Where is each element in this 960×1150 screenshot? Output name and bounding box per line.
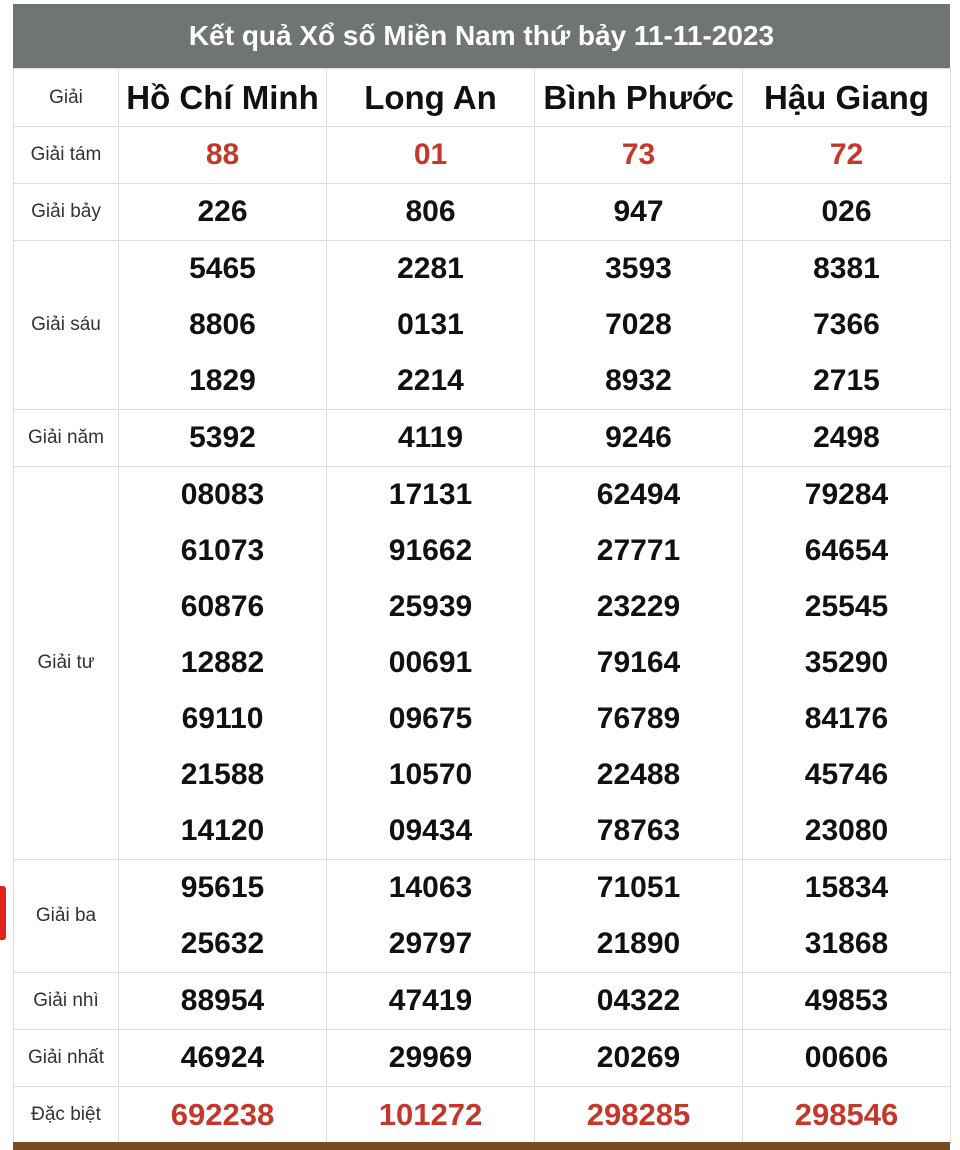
prize-number: 026 [821, 195, 872, 228]
prize-cell [743, 860, 951, 973]
prize-cell [119, 241, 327, 410]
prize-number: 47419 [388, 984, 473, 1017]
prize-cell [535, 860, 743, 973]
prize-number: 101272 [378, 1097, 483, 1132]
header-label: Giải [14, 69, 119, 127]
bottom-divider [13, 1142, 950, 1150]
prize-cell [535, 410, 743, 467]
prize-row [14, 184, 951, 241]
prize-cell [535, 1087, 743, 1144]
prize-cell [119, 127, 327, 184]
prize-number: 25545 [804, 590, 889, 623]
prize-cell [119, 1030, 327, 1087]
prize-number: 31868 [804, 927, 889, 960]
prize-cell [327, 410, 535, 467]
prize-number: 69110 [181, 702, 264, 735]
prize-number: 76789 [596, 702, 681, 735]
province-binh-phuoc: Bình Phước [535, 69, 743, 127]
prize-cell [743, 127, 951, 184]
prize-number: 25939 [388, 590, 473, 623]
prize-number: 79164 [596, 646, 681, 679]
prize-row [14, 410, 951, 467]
prize-cell [119, 973, 327, 1030]
prize-number: 15834 [804, 871, 889, 904]
prize-rows [14, 127, 951, 1144]
prize-number: 73 [621, 138, 656, 171]
prize-label: Giải tư [14, 467, 119, 860]
prize-number: 2281 [397, 252, 464, 285]
prize-row [14, 241, 951, 410]
prize-cell [535, 467, 743, 860]
prize-cell [743, 241, 951, 410]
prize-cell [743, 1087, 951, 1144]
prize-number: 64654 [804, 534, 889, 567]
prize-number: 72 [829, 138, 864, 171]
prize-number: 2715 [813, 364, 880, 397]
prize-number: 4119 [397, 421, 464, 454]
prize-label: Giải tám [14, 127, 119, 184]
prize-label: Giải năm [14, 410, 119, 467]
prize-number: 947 [613, 195, 664, 228]
prize-number: 23080 [804, 814, 889, 847]
prize-number: 01 [413, 138, 448, 171]
prize-number: 00606 [804, 1041, 889, 1074]
prize-cell [743, 410, 951, 467]
prize-number: 226 [197, 195, 248, 228]
prize-number: 45746 [804, 758, 889, 791]
prize-label: Giải nhất [14, 1030, 119, 1087]
prize-number: 22488 [596, 758, 681, 791]
prize-number: 21890 [596, 927, 681, 960]
prize-number: 62494 [596, 478, 681, 511]
prize-cell [535, 973, 743, 1030]
prize-number: 27771 [596, 534, 681, 567]
prize-cell [327, 860, 535, 973]
prize-cell [327, 127, 535, 184]
province-ho-chi-minh: Hồ Chí Minh [119, 69, 327, 127]
prize-cell [119, 1087, 327, 1144]
prize-label: Giải ba [14, 860, 119, 973]
prize-number: 7028 [605, 308, 672, 341]
prize-number: 08083 [180, 478, 265, 511]
prize-number: 88954 [180, 984, 265, 1017]
prize-number: 3593 [605, 252, 672, 285]
prize-cell [119, 184, 327, 241]
prize-number: 298546 [794, 1097, 899, 1132]
page-title: Kết quả Xổ số Miền Nam thứ bảy 11-11-2023 [13, 4, 950, 68]
prize-number: 7366 [813, 308, 880, 341]
prize-number: 9246 [605, 421, 672, 454]
results-table [13, 68, 951, 1144]
province-long-an: Long An [327, 69, 535, 127]
prize-cell [535, 241, 743, 410]
prize-cell [327, 184, 535, 241]
prize-number: 806 [405, 195, 456, 228]
prize-number: 79284 [804, 478, 889, 511]
prize-cell [119, 467, 327, 860]
prize-row [14, 1087, 951, 1144]
prize-number: 14120 [180, 814, 265, 847]
prize-cell [535, 127, 743, 184]
prize-number: 5465 [189, 252, 256, 285]
prize-cell [119, 860, 327, 973]
province-hau-giang: Hậu Giang [743, 69, 951, 127]
prize-cell [327, 973, 535, 1030]
prize-number: 04322 [596, 984, 681, 1017]
prize-cell [535, 1030, 743, 1087]
prize-number: 5392 [189, 421, 256, 454]
prize-number: 61073 [180, 534, 265, 567]
prize-row [14, 1030, 951, 1087]
prize-label: Giải bảy [14, 184, 119, 241]
prize-cell [535, 184, 743, 241]
prize-number: 29969 [388, 1041, 473, 1074]
prize-number: 692238 [170, 1097, 275, 1132]
prize-cell [743, 184, 951, 241]
prize-number: 1829 [189, 364, 256, 397]
prize-number: 10570 [388, 758, 473, 791]
prize-number: 60876 [180, 590, 265, 623]
prize-number: 298285 [586, 1097, 691, 1132]
prize-number: 95615 [180, 871, 265, 904]
prize-row [14, 973, 951, 1030]
results-container [13, 4, 950, 1144]
prize-number: 00691 [388, 646, 473, 679]
prize-number: 20269 [596, 1041, 681, 1074]
prize-number: 09675 [388, 702, 473, 735]
prize-number: 8806 [189, 308, 256, 341]
prize-cell [743, 973, 951, 1030]
prize-cell [327, 467, 535, 860]
prize-label: Giải nhì [14, 973, 119, 1030]
prize-number: 09434 [388, 814, 473, 847]
prize-number: 2498 [813, 421, 880, 454]
prize-number: 84176 [804, 702, 889, 735]
prize-number: 71051 [596, 871, 681, 904]
prize-row [14, 127, 951, 184]
prize-number: 91662 [388, 534, 473, 567]
prize-number: 8381 [813, 252, 880, 285]
prize-cell [327, 241, 535, 410]
prize-number: 17131 [388, 478, 473, 511]
prize-number: 8932 [605, 364, 672, 397]
prize-number: 23229 [596, 590, 681, 623]
prize-cell [743, 467, 951, 860]
header-row [14, 69, 951, 127]
prize-cell [327, 1087, 535, 1144]
prize-cell [327, 1030, 535, 1087]
prize-number: 29797 [388, 927, 473, 960]
prize-number: 35290 [804, 646, 889, 679]
prize-number: 88 [205, 138, 240, 171]
prize-label: Đặc biệt [14, 1087, 119, 1144]
prize-row [14, 860, 951, 973]
prize-number: 0131 [397, 308, 464, 341]
prize-number: 21588 [180, 758, 265, 791]
prize-number: 12882 [180, 646, 265, 679]
prize-number: 2214 [397, 364, 464, 397]
prize-number: 49853 [804, 984, 889, 1017]
prize-row [14, 467, 951, 860]
side-tab-indicator[interactable] [0, 886, 6, 940]
prize-cell [743, 1030, 951, 1087]
prize-label: Giải sáu [14, 241, 119, 410]
prize-number: 14063 [388, 871, 473, 904]
prize-number: 78763 [596, 814, 681, 847]
prize-number: 46924 [180, 1041, 265, 1074]
prize-cell [119, 410, 327, 467]
prize-number: 25632 [180, 927, 265, 960]
